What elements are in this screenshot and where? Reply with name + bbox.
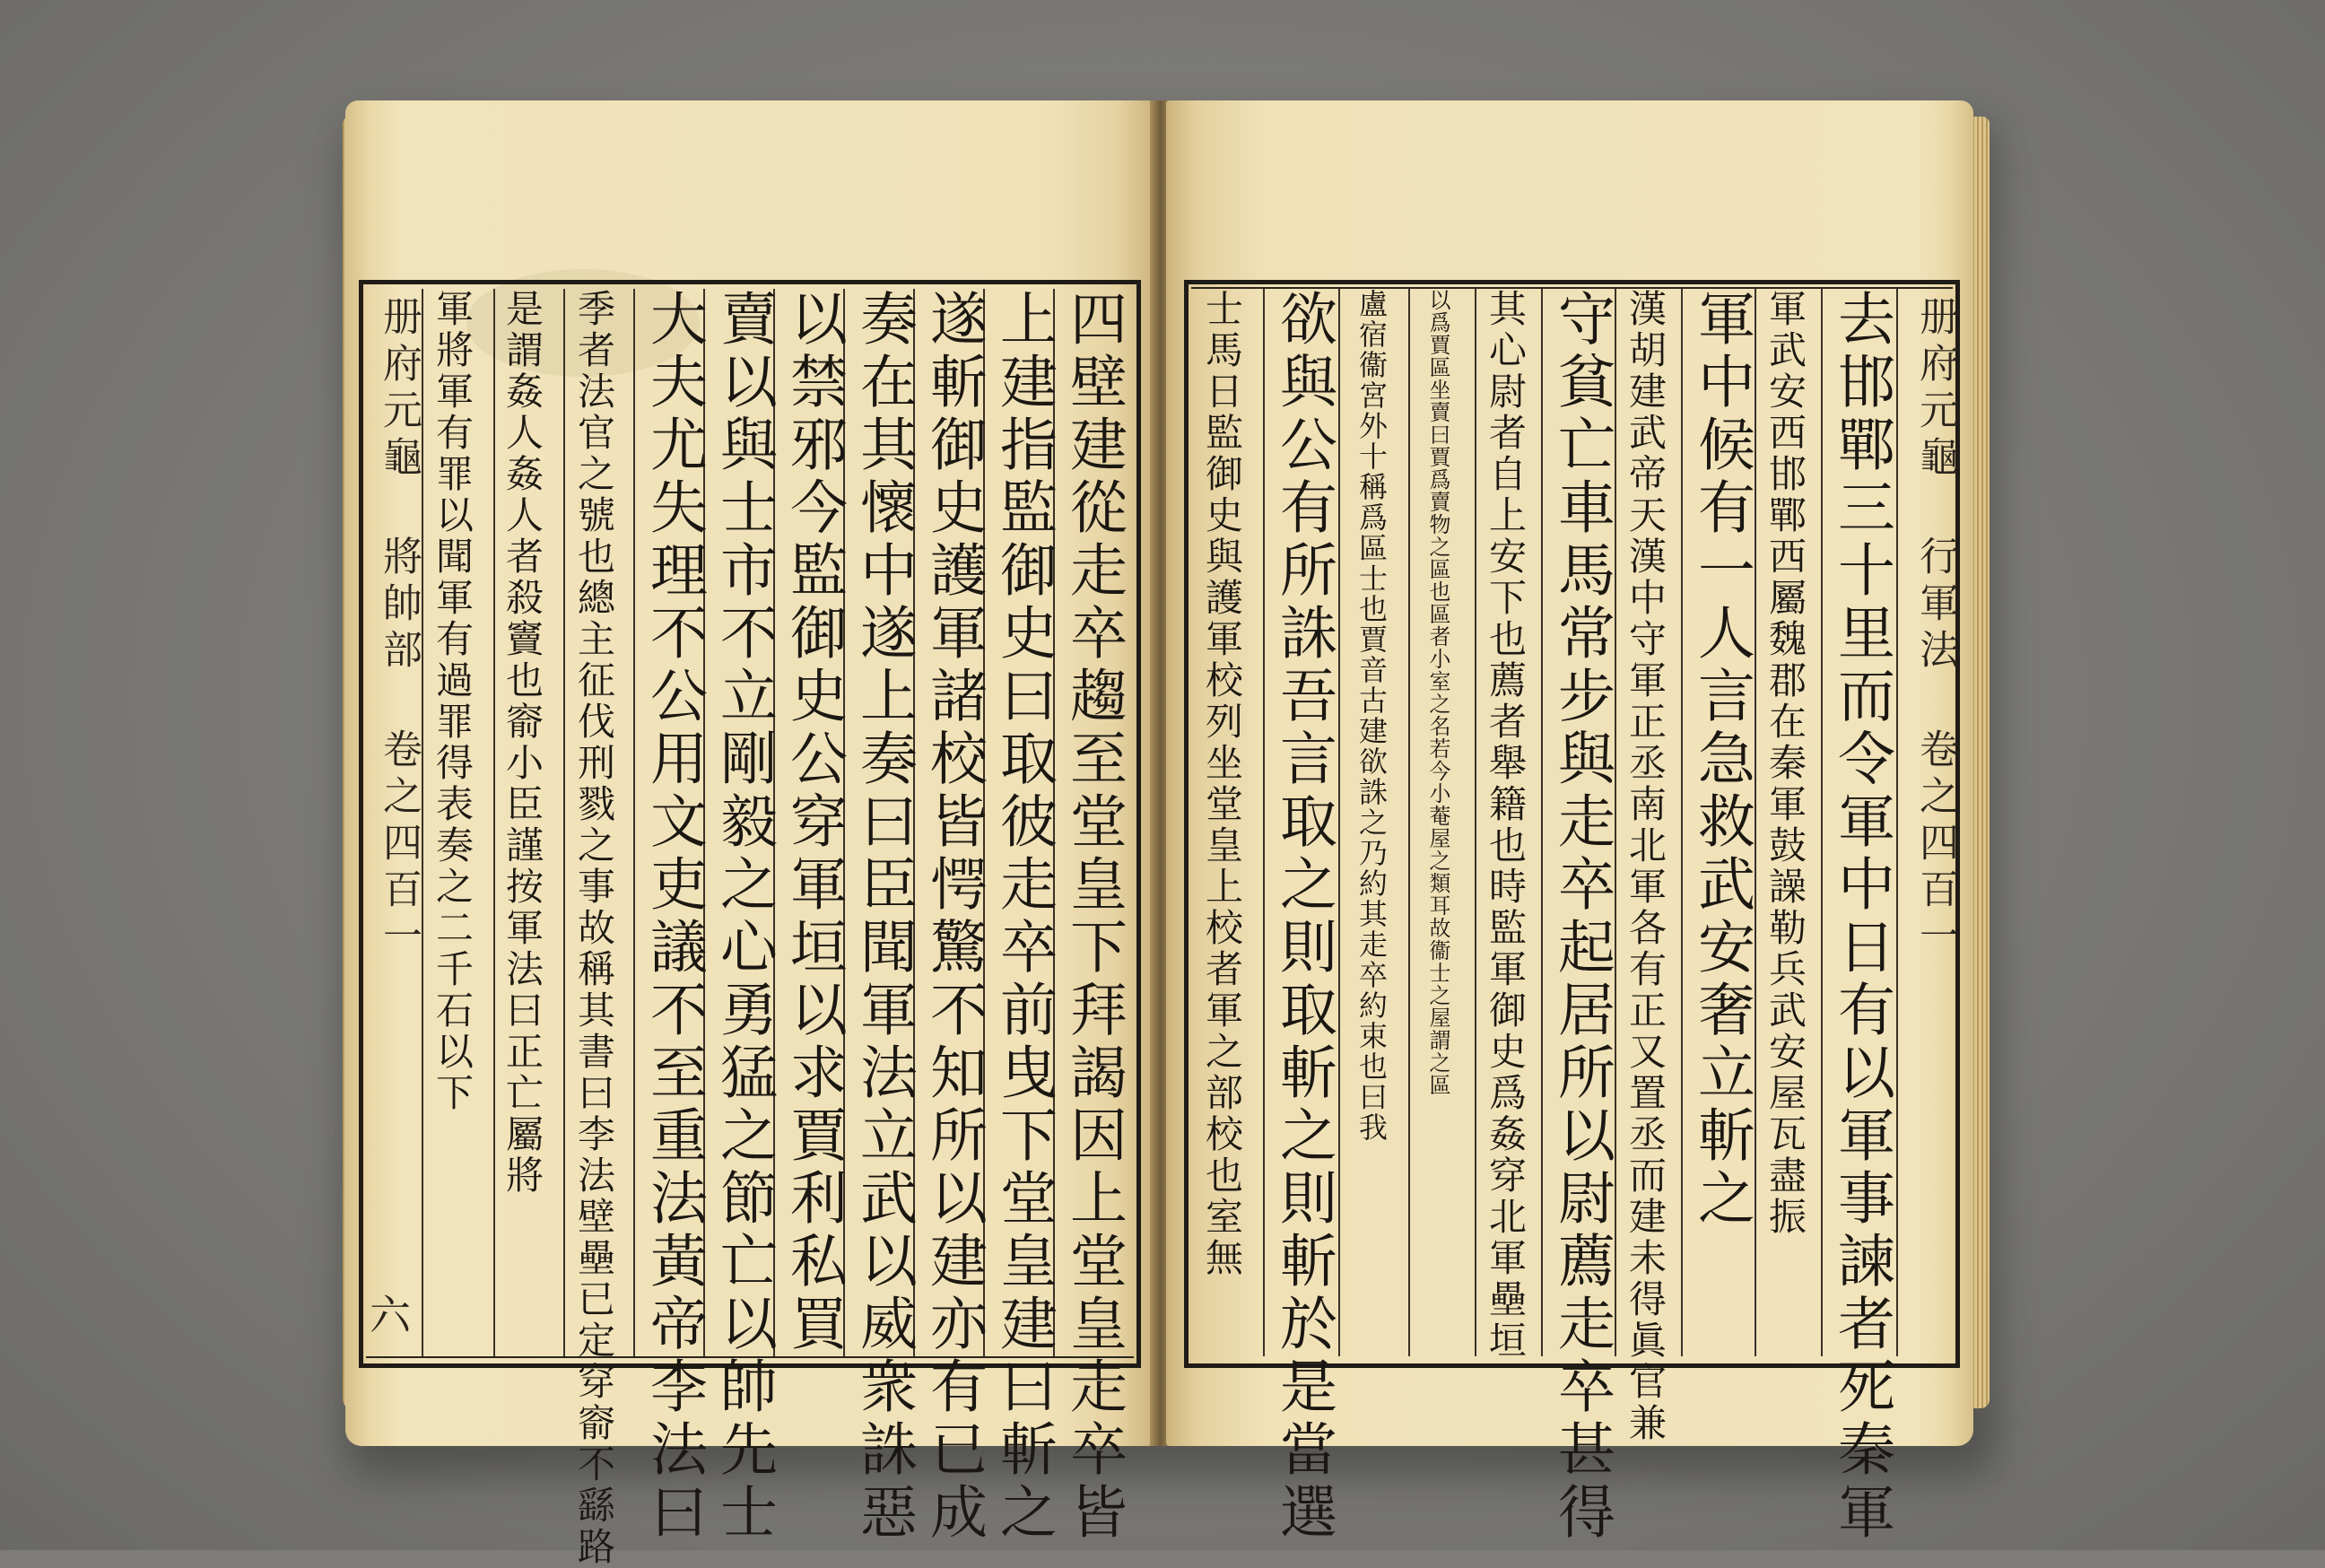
left-column-rule: [493, 289, 495, 1356]
left-column-1: 四壁建從走卒趨至堂皇下拜謁因上堂皇走卒皆: [1060, 289, 1127, 1545]
right-column-rule: [1681, 289, 1683, 1356]
right-margin-title: 册府元龜 行軍法 卷之四百一: [1912, 296, 1958, 962]
right-column-5: 守貧亡車馬常步與走卒起居所以尉薦走卒甚得: [1548, 289, 1615, 1545]
right-column-rule: [1896, 289, 1898, 1356]
right-column-rule: [1408, 289, 1410, 1356]
right-column-4: 漢胡建武帝天漢中守軍正丞南北軍各有正又置丞而建未得眞官兼: [1624, 289, 1668, 1444]
right-column-rule: [1541, 289, 1543, 1356]
left-column-2: 上建指監御史曰取彼走卒前曳下堂皇建曰斬之: [990, 289, 1057, 1545]
left-column-8: 季者法官之號也總主征伐刑戮之事故稱其書曰李法壁壘已定穿窬不繇路: [572, 289, 616, 1568]
left-column-10: 軍將軍有罪以聞軍有過罪得表奏之二千石以下: [431, 289, 475, 1114]
right-column-6: 其心尉者自上安下也薦者舉籍也時監軍御史爲姦穿北軍壘垣: [1484, 289, 1528, 1362]
right-column-9: 欲與公有所誅吾言取之則取斬之則斬於是當選: [1270, 289, 1337, 1545]
left-margin-title: 册府元龜 將帥部 卷之四百一: [376, 296, 422, 962]
left-column-3: 遂斬御史護軍諸校皆愕驚不知所以建亦有已成: [920, 289, 987, 1545]
right-column-1: 去邯鄲三十里而令軍中日有以軍事諫者死秦軍: [1828, 289, 1894, 1545]
right-column-rule: [1755, 289, 1756, 1356]
left-column-4: 奏在其懷中遂上奏曰臣聞軍法立武以威衆誅惡: [850, 289, 917, 1545]
left-column-rule: [633, 289, 635, 1356]
right-column-rule: [1615, 289, 1616, 1356]
right-column-10: 士馬日監御史與護軍校列坐堂皇上校者軍之部校也室無: [1200, 289, 1244, 1279]
left-folio: 六: [370, 1291, 411, 1339]
right-column-2: 軍武安西邯鄲西屬魏郡在秦軍鼓譟勒兵武安屋瓦盡振: [1763, 289, 1807, 1238]
left-column-7: 大夫尤失理不公用文吏議不至重法黃帝李法曰: [640, 289, 707, 1545]
right-column-8: 盧宿衞宮外十稱爲區士也賈音古建欲誅之乃約其走卒約束也曰我: [1354, 289, 1389, 1143]
right-column-rule: [1475, 289, 1476, 1356]
right-column-rule: [1338, 289, 1340, 1356]
left-column-rule: [563, 289, 565, 1356]
left-column-9: 是謂姦人姦人者殺竇也窬小臣謹按軍法曰正亡屬將: [501, 289, 544, 1197]
right-column-3: 軍中候有一人言急救武安奢立斬之: [1688, 289, 1755, 1231]
left-column-rule: [422, 289, 423, 1356]
right-column-7: 以爲賈區坐賣曰賈爲賣物之區也區者小室之名若今小菴屋之類耳故衞士之屋謂之區: [1425, 289, 1450, 1096]
left-column-6: 賣以與士市不立剛毅之心勇猛之節亡以帥先士: [710, 289, 777, 1545]
right-column-rule: [1263, 289, 1265, 1356]
left-column-5: 以禁邪今監御史公穿軍垣以求賈利私買: [780, 289, 847, 1356]
right-column-rule: [1821, 289, 1823, 1356]
